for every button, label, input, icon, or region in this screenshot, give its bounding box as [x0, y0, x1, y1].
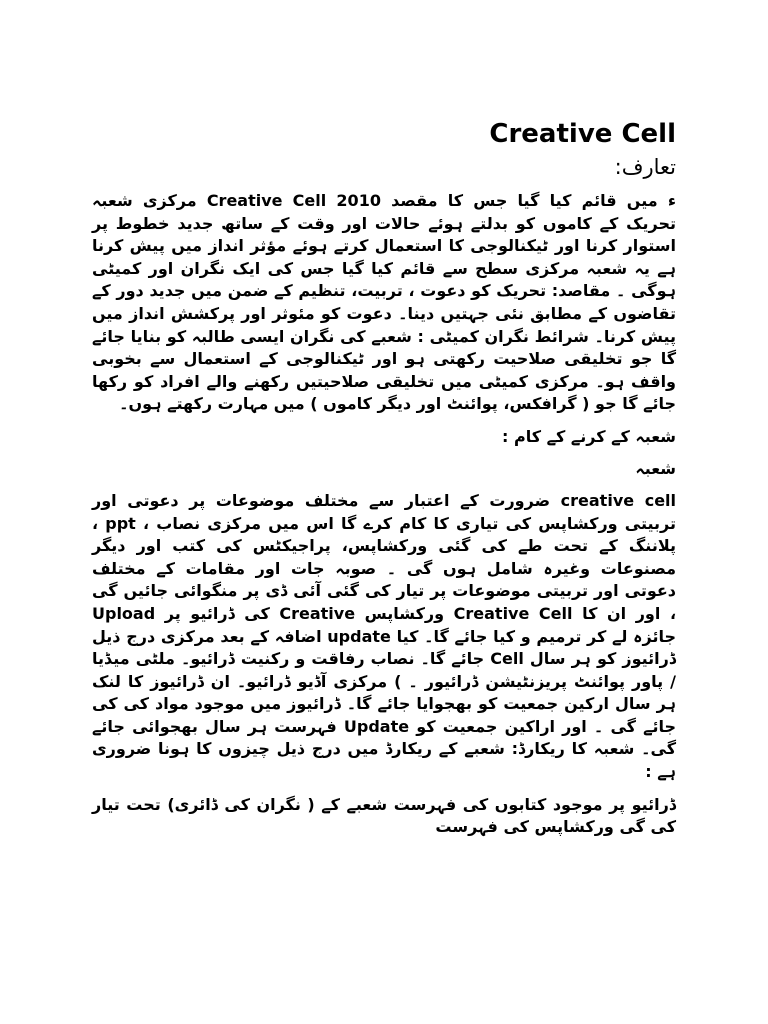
document-title: Creative Cell	[489, 119, 676, 149]
work-paragraph: creative cell ضرورت کے اعتبار سے مختلف موضوعات پر دعوتی اور تربیتی ورکشاپس کی تیاری کا کام کرے گا اس میں مرکزی نصاب ، ppt ، پلاننگ کے تحت طے کی گئی ورکشاپس، پراجیکٹس کی کتب اور دیگر مصنوعات وغیرہ شامل ہوں گی ۔ صوبہ جات اور مقامات کے مختلف دعوتی اور تربیتی موضوعات پر تیار کی گئی آئی ڈی پر منگوائی جائیں گی ، اور ان کا Creative Cell ورکشاپس Creative کی ڈرائیو پر Upload جائزہ لے کر ترمیم و کیا جائے گا۔ کیا update اضافہ کے بعد مرکزی درج ذیل ڈرائیوز کو ہر سال Cell جائے گا۔ نصاب رفاقت و رکنیت ڈرائیو۔ ملٹی میڈیا / پاور پوائنٹ پریزنٹیشن ڈرائیور ۔ ) مرکزی آڈیو ڈرائیو۔ ان ڈرائیوز کا لنک ہر سال ارکین جمعیت کو بھجوایا جائے گا۔ ڈرائیوز میں موجود مواد کی کی جائے گی ۔ اور اراکین جمعیت کو Update فہرست ہر سال بھجوائی جائے گی۔ شعبہ کا ریکارڈ: شعبے کے ریکارڈ میں درج ذیل چیزوں کا ہونا ضروری ہے :	[92, 490, 677, 782]
work-heading: شعبہ کے کرنے کے کام :	[502, 426, 676, 446]
final-paragraph: ڈرائیو پر موجود کتابوں کی فہرست شعبے کے ( نگران کی ڈائری) تحت تیار کی گی ورکشاپس کی فہرست	[92, 794, 676, 837]
intro-heading: تعارف:	[614, 155, 676, 179]
department-label: شعبہ	[635, 458, 676, 478]
intro-paragraph: ء میں قائم کیا گیا جس کا مقصد Creative Cell 2010 مرکزی شعبہ تحریک کے کاموں کو بدلتے ہوئے حالات اور وقت کے ساتھ جدید خطوط پر استوار کرنا اور ٹیکنالوجی کا استعمال کرتے ہوئے مؤثر انداز میں پیش کرنا ہے یہ شعبہ مرکزی سطح سے قائم کیا گیا جس کی ایک نگران اور کمیٹی ہوگی ۔ مقاصد: تحریک کو دعوت ، تربیت، تنظیم کے ضمن میں جدید دور کے تقاضوں کے مطابق نئی جہتیں دینا۔ دعوت کو مئوثر اور پرکشش انداز میں پیش کرنا۔ شرائط نگران کمیٹی : شعبے کی نگران ایسی طالبہ کو بنایا جائے گا جو تخلیقی صلاحیت رکھتی ہو اور ٹیکنالوجی کے استعمال سے بخوبی واقف ہو۔ مرکزی کمیٹی میں تخلیقی صلاحیتیں رکھنے والے افراد کو رکھا جائے گا جو ( گرافکس، پوائنٹ اور دیگر کاموں ) میں مہارت رکھتے ہوں۔	[92, 191, 676, 414]
document-page	[92, 118, 676, 849]
